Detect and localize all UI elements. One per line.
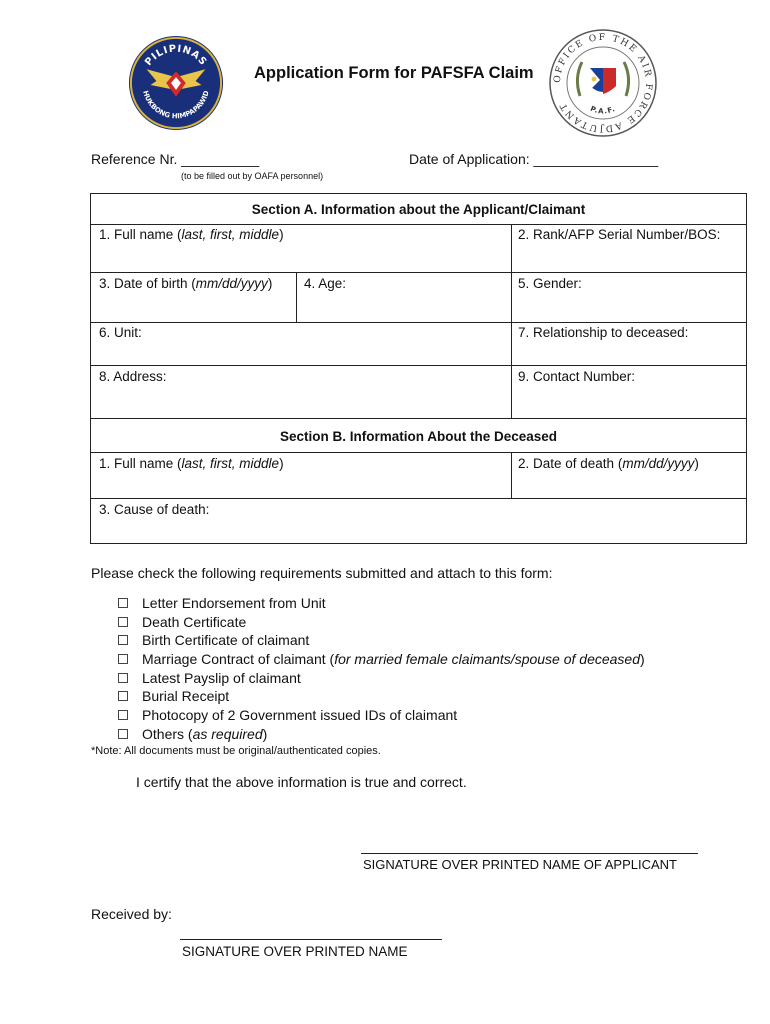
address-field[interactable]: 8. Address: <box>99 369 167 384</box>
requirement-item[interactable]: Latest Payslip of claimant <box>118 669 645 688</box>
deceased-full-name-field[interactable]: 1. Full name (last, first, middle) <box>99 456 284 471</box>
applicant-full-name-field[interactable]: 1. Full name (last, first, middle) <box>99 227 284 242</box>
checkbox-icon[interactable] <box>118 617 128 627</box>
logo-left-bottom-text: HUKBONG HIMPAPAWID <box>141 89 211 121</box>
checkbox-icon[interactable] <box>118 598 128 608</box>
applicant-signature-line[interactable] <box>361 853 698 854</box>
receiver-signature-label: SIGNATURE OVER PRINTED NAME <box>182 944 408 959</box>
relationship-field[interactable]: 7. Relationship to deceased: <box>518 325 689 340</box>
requirement-item[interactable]: Others (as required) <box>118 725 645 744</box>
age-field[interactable]: 4. Age: <box>304 276 347 291</box>
requirements-intro: Please check the following requirements submitted and attach to this form: <box>91 565 553 581</box>
form-table <box>90 193 747 544</box>
unit-field[interactable]: 6. Unit: <box>99 325 142 340</box>
receiver-signature-line[interactable] <box>180 939 442 940</box>
requirement-item[interactable]: Burial Receipt <box>118 687 645 706</box>
cause-of-death-field[interactable]: 3. Cause of death: <box>99 502 210 517</box>
reference-number-field[interactable]: Reference Nr. __________ <box>91 151 260 167</box>
paf-emblem-logo <box>127 34 225 132</box>
requirement-item[interactable]: Photocopy of 2 Government issued IDs of claimant <box>118 706 645 725</box>
requirement-item[interactable]: Death Certificate <box>118 613 645 632</box>
reference-note: (to be filled out by OAFA personnel) <box>181 171 324 181</box>
gender-field[interactable]: 5. Gender: <box>518 276 582 291</box>
logo-right-bottom-text: P.A.F. <box>589 104 617 116</box>
certification-statement: I certify that the above information is true and correct. <box>136 774 467 790</box>
checkbox-icon[interactable] <box>118 691 128 701</box>
received-by-label: Received by: <box>91 906 172 922</box>
oafa-seal-logo <box>548 28 658 138</box>
documents-note: *Note: All documents must be original/authenticated copies. <box>91 745 381 757</box>
form-title: Application Form for PAFSFA Claim <box>254 64 534 82</box>
section-b-heading: Section B. Information About the Deceased <box>279 429 558 444</box>
date-of-application-field[interactable]: Date of Application: ________________ <box>409 151 659 167</box>
checkbox-icon[interactable] <box>118 635 128 645</box>
rank-serial-field[interactable]: 2. Rank/AFP Serial Number/BOS: <box>518 227 721 242</box>
date-of-birth-field[interactable]: 3. Date of birth (mm/dd/yyyy) <box>99 276 273 291</box>
requirements-checklist <box>118 594 645 744</box>
logo-left-top-text: PILIPINAS <box>143 43 209 69</box>
requirement-item[interactable]: Marriage Contract of claimant (for married female claimants/spouse of deceased) <box>118 650 645 669</box>
applicant-signature-label: SIGNATURE OVER PRINTED NAME OF APPLICANT <box>363 857 677 872</box>
contact-number-field[interactable]: 9. Contact Number: <box>518 369 636 384</box>
date-of-death-field[interactable]: 2. Date of death (mm/dd/yyyy) <box>518 456 699 471</box>
checkbox-icon[interactable] <box>118 729 128 739</box>
logo-right-ring-text: OFFICE OF THE AIR FORCE ADJUTANT <box>552 32 654 134</box>
section-a-heading: Section A. Information about the Applicant/Claimant <box>251 202 586 217</box>
checkbox-icon[interactable] <box>118 710 128 720</box>
requirement-item[interactable]: Birth Certificate of claimant <box>118 631 645 650</box>
requirement-item[interactable]: Letter Endorsement from Unit <box>118 594 645 613</box>
checkbox-icon[interactable] <box>118 654 128 664</box>
checkbox-icon[interactable] <box>118 673 128 683</box>
